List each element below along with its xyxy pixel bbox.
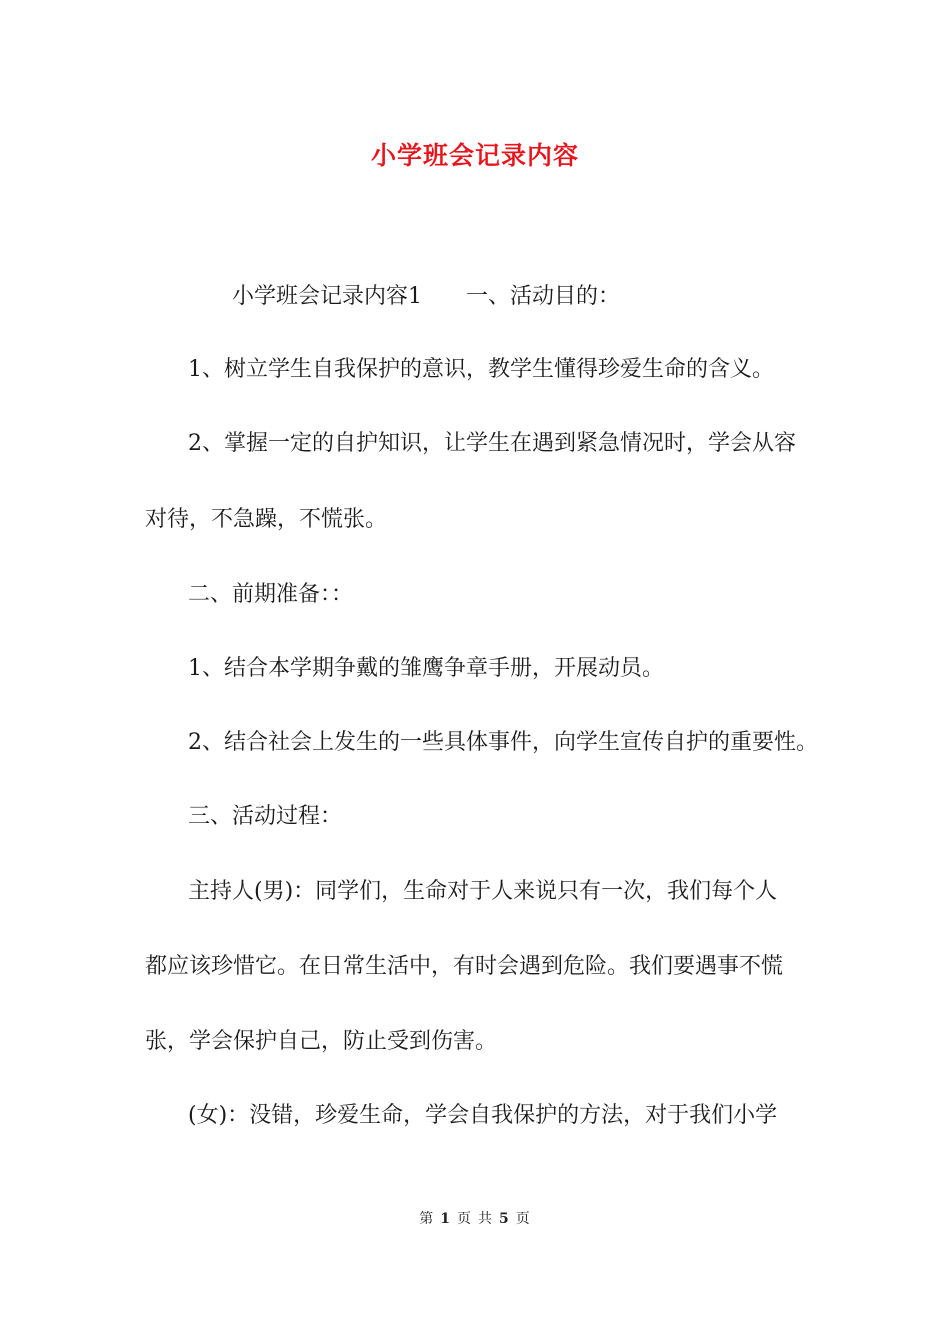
paragraph-line: 三、活动过程： <box>188 804 343 829</box>
page-footer <box>0 1208 950 1228</box>
paragraph-line: 二、前期准备：： <box>188 582 354 607</box>
paragraph-line: 对待，不急躁，不慌张。 <box>145 507 388 532</box>
paragraph-line: 1、树立学生自我保护的意识，教学生懂得珍爱生命的含义。 <box>188 357 774 382</box>
footer-total-word: 共 <box>478 1211 493 1227</box>
paragraph-line: 2、掌握一定的自护知识，让学生在遇到紧急情况时，学会从容 <box>188 431 796 456</box>
paragraph-line: 小学班会记录内容1 一、活动目的： <box>232 284 620 309</box>
paragraph-line: 1、结合本学期争戴的雏鹰争章手册，开展动员。 <box>188 656 664 681</box>
footer-page-word: 页 <box>457 1211 472 1227</box>
footer-suffix: 页 <box>515 1211 531 1227</box>
paragraph-line: 主持人(男)：同学们，生命对于人来说只有一次，我们每个人 <box>188 879 778 904</box>
footer-page-number: 1 <box>440 1211 451 1227</box>
paragraph-line: 2、结合社会上发生的一些具体事件，向学生宣传自护的重要性。 <box>188 730 818 755</box>
paragraph-line: (女)：没错，珍爱生命，学会自我保护的方法，对于我们小学 <box>188 1103 778 1128</box>
paragraph-line: 张，学会保护自己，防止受到伤害。 <box>145 1029 498 1054</box>
footer-total-pages: 5 <box>499 1211 510 1227</box>
footer-prefix: 第 <box>419 1211 435 1227</box>
paragraph-line: 都应该珍惜它。在日常生活中，有时会遇到危险。我们要遇事不慌 <box>145 954 784 979</box>
document-title: 小学班会记录内容 <box>370 141 579 170</box>
